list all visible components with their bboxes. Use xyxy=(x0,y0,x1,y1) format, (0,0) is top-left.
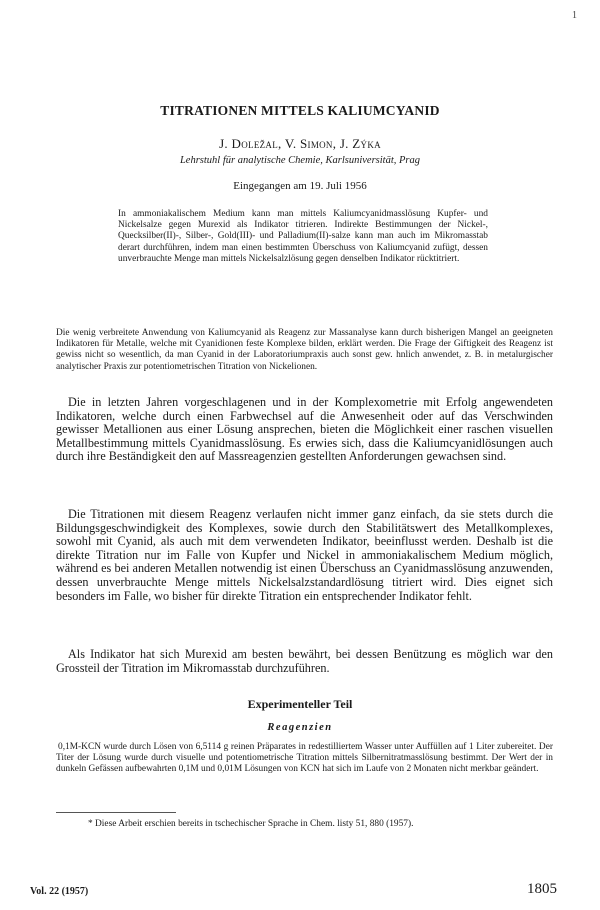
journal-volume: Vol. 22 (1957) xyxy=(30,886,89,897)
abstract: In ammoniakalischem Medium kann man mittels Kaliumcyanidmasslösung Kupfer- und Nickelsalze gegen Murexid als Indikator titrieren. Indirekte Bestimmungen der Nickel-, Quecksilber(II)-, Silber-, Gold(III)- und Palladium(II)-salze kann man auch im Mikromasstab derart durchführen, indem man einen bestimmten Überschuss von Kaliumcyanid zufügt, dessen unverbrauchte Menge man mittels Nickelsalzlösung gegen denselben Indikator rücktitriert. xyxy=(118,209,488,264)
received-date: Eingegangen am 19. Juli 1956 xyxy=(233,180,367,192)
section-heading: Experimenteller Teil xyxy=(247,697,353,711)
footnote: * Diese Arbeit erschien bereits in tschechischer Sprache in Chem. listy 51, 880 (1957). xyxy=(88,819,414,829)
footnote-divider xyxy=(56,812,176,813)
reagents-paragraph: 0,1M-KCN wurde durch Lösen von 6,5114 g reinen Präparates in redestilliertem Wasser unter Auffüllen auf 1 Liter zubereitet. Der Titer der Lösung wurde durch visuelle und potentiometrische Titration mittels Silbernitratmasslösung bestimmt. Der Wert der in dunkeln Gefässen aufbewahrten 0,1M und 0,01M Lösungen von KCN hat sich im Laufe von 2 Monaten nicht merkbar geändert. xyxy=(56,742,553,775)
paper-title: TITRATIONEN MITTELS KALIUMCYANID xyxy=(160,103,440,118)
body-paragraph: Die in letzten Jahren vorgeschlagenen und in der Komplexometrie mit Erfolg angewendeten Indikatoren, welche durch einen Farbwechsel auf die Anwesenheit oder auf das Verschwinden gewisser Metallionen aus einer Lösung ansprechen, bieten die Möglichkeit einer raschen visuellen Metallbestimmung mittels Cyanidmasslösung. Es erwies sich, dass die Kaliumcyanidlösungen auch durch ihre Beständigkeit den auf Massreagenzien gestellten Anforderungen gewachsen sind. xyxy=(56,395,553,464)
corner-mark: 1 xyxy=(572,10,577,21)
intro-paragraph: Die wenig verbreitete Anwendung von Kaliumcyanid als Reagenz zur Massanalyse kann durch bisherigen Mangel an geeigneten Indikatoren für Metalle, welche mit Cyanidionen feste Komplexe bilden, erklärt werden. Die Frage der Giftigkeit des Reagenz ist gewiss nicht so wesentlich, da man Cyanid in der Laboratoriumpraxis auch sonst gew. hnlich anwendet, z. B. in metalurgischer analytischer Praxis zur potentiometrischen Titration von Nickelionen. xyxy=(56,328,553,372)
page-number: 1805 xyxy=(527,881,557,897)
body-paragraph: Die Titrationen mit diesem Reagenz verlaufen nicht immer ganz einfach, da sie stets durch die Bildungsgeschwindigkeit des Komplexes, sowie durch den Stabilitätswert des Metallkomplexes, sowohl mit Cyanid, als auch mit dem verwendeten Indikator, beeinflusst werden. Deshalb ist die direkte Titration nur im Falle von Kupfer und Nickel in ammoniakalischem Medium möglich, während es bei anderen Metallen notwendig ist einen Überschuss an Cyanidmasslösung anzuwenden, dessen unverbrauchte Menge mittels Nickelsalzstandardlösung titriert wird. Dies eignet sich besonders im Falle, wo bisher für direkte Titration ein entsprechender Indikator fehlt. xyxy=(56,507,553,603)
authors: J. Doležal, V. Simon, J. Zýka xyxy=(219,136,381,151)
subsection-heading: Reagenzien xyxy=(267,722,333,733)
body-paragraph: Als Indikator hat sich Murexid am besten bewährt, bei dessen Benützung es möglich war den Grossteil der Titration im Mikromasstab durchzuführen. xyxy=(56,647,553,675)
affiliation: Lehrstuhl für analytische Chemie, Karlsuniversität, Prag xyxy=(179,155,421,166)
